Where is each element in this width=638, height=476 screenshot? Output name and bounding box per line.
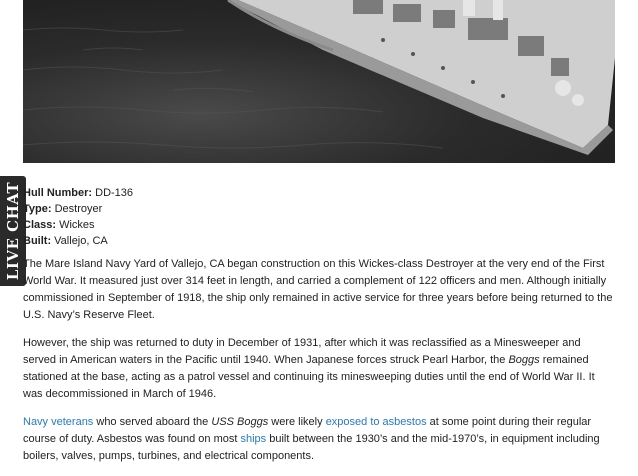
live-chat-label: LIVE CHAT <box>4 181 23 281</box>
ship-specs <box>23 185 133 249</box>
spec-type: Type: Destroyer <box>23 203 103 215</box>
destroyer-image <box>23 0 615 163</box>
navy-veterans-link[interactable]: Navy veterans <box>23 416 94 428</box>
spec-built: Built: Vallejo, CA <box>23 235 108 247</box>
spec-hull-number: Hull Number: DD-136 <box>23 187 134 199</box>
article-body <box>23 256 615 476</box>
exposed-to-asbestos-link[interactable]: exposed to asbestos <box>325 416 427 428</box>
spec-class: Class: Wickes <box>23 219 95 231</box>
paragraph-asbestos: Navy veterans who served aboard the USS Boggs were likely exposed to asbestos at some point during their regular course of duty. Asbestos was found on most ships built between the 1930’s and the mid-1970’s, in equipment including boilers, valves, pumps, turbines, and electrical components. <box>23 416 600 462</box>
ship-photo <box>23 0 615 163</box>
ships-link[interactable]: ships <box>240 433 267 445</box>
paragraph-service: However, the ship was returned to duty in December of 1931, after which it was reclassified as a Minesweeper and served in American waters in the Pacific until 1940. When Japanese forces struck Pearl Harbor, the Boggs remained stationed at the base, acting as a patrol vessel and continuing its minesweeping duties until the end of World War II. It was decommissioned in March of 1946. <box>23 337 595 400</box>
paragraph-history: The Mare Island Navy Yard of Vallejo, CA began construction on this Wickes-class Destroyer at the very end of the First World War. It measured just over 314 feet in length, and carried a complement of 122 officers and men. Although initially commissioned in September of 1918, the ship only remained in active service for three years before being returned to the U.S. Navy’s Reserve Fleet. <box>23 258 613 321</box>
